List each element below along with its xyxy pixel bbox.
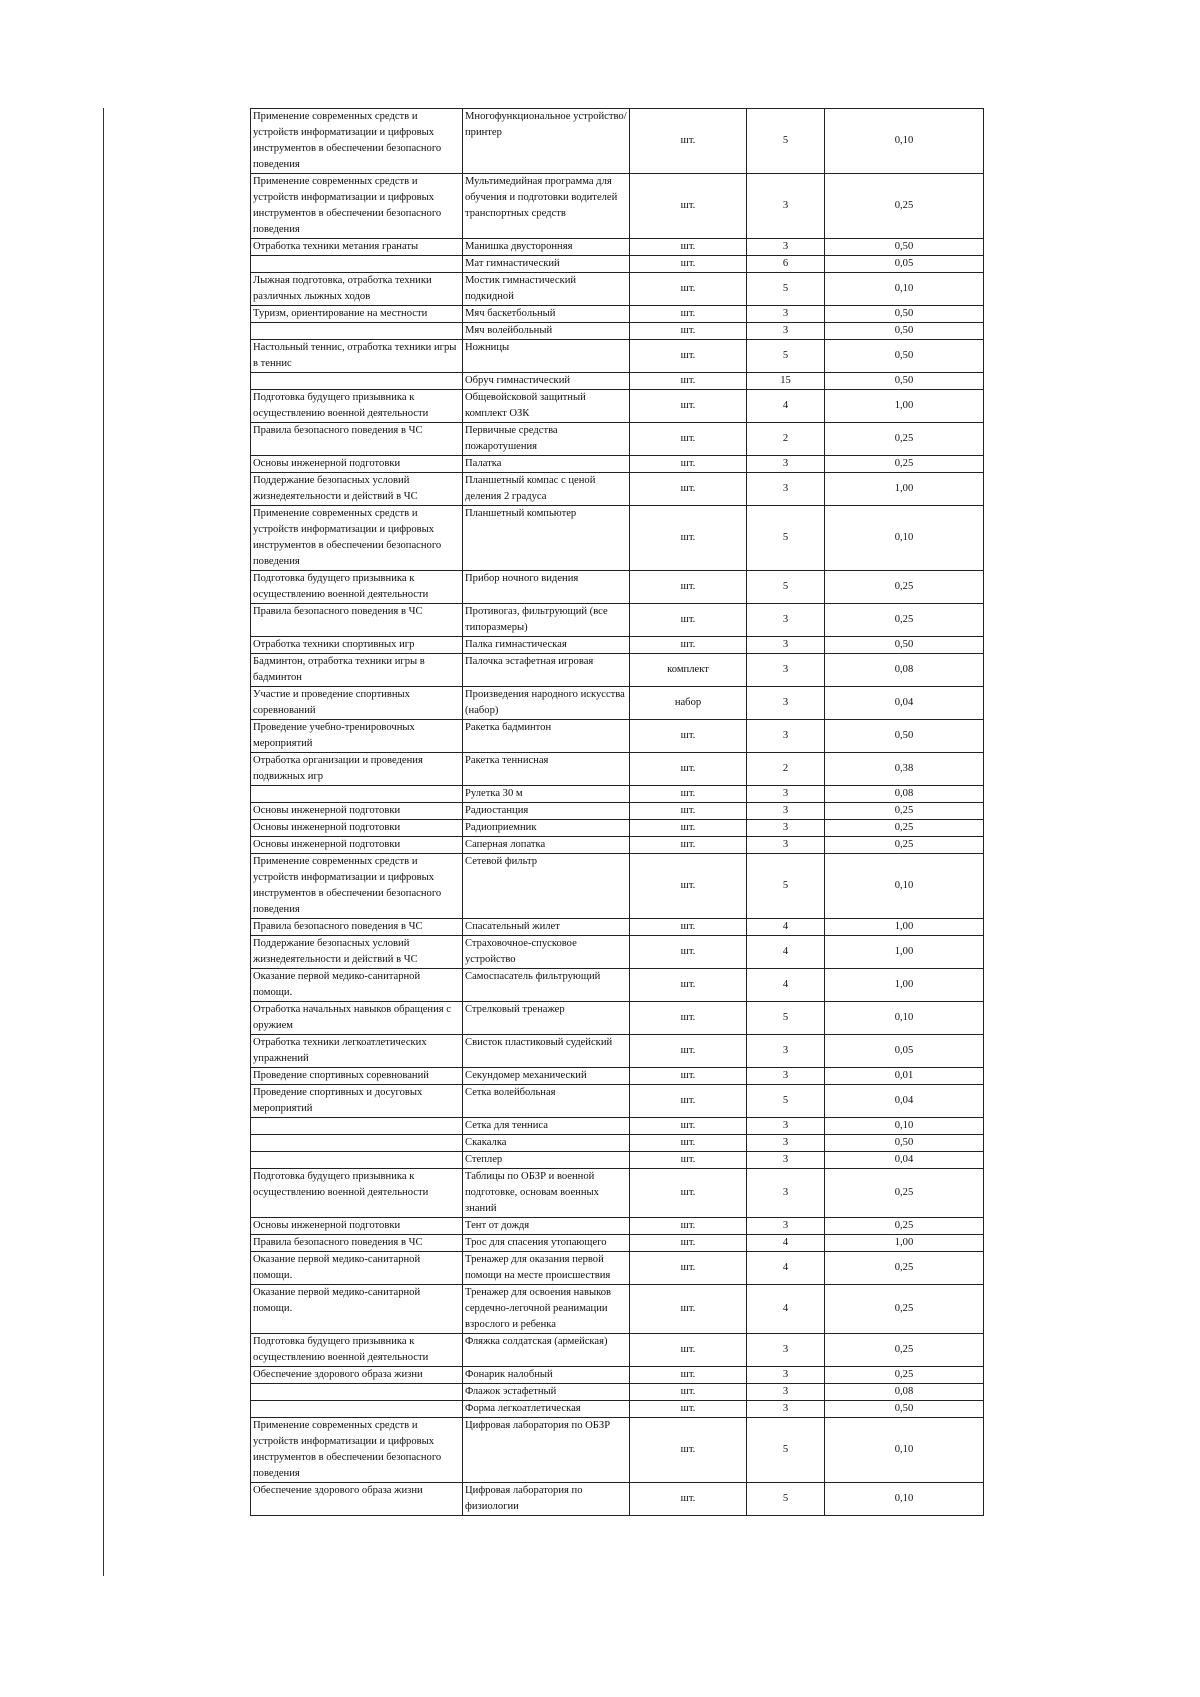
item-cell: Тренажер для оказания первой помощи на месте происшествия xyxy=(463,1252,630,1285)
table-row xyxy=(251,786,984,803)
coefficient-cell: 0,25 xyxy=(825,174,984,239)
quantity-cell: 3 xyxy=(747,239,825,256)
item-cell: Скакалка xyxy=(463,1135,630,1152)
item-cell: Первичные средства пожаротушения xyxy=(463,423,630,456)
quantity-cell: 4 xyxy=(747,936,825,969)
coefficient-cell: 1,00 xyxy=(825,969,984,1002)
unit-cell: шт. xyxy=(630,174,747,239)
coefficient-cell: 0,25 xyxy=(825,456,984,473)
topic-cell: Проведение спортивных соревнований xyxy=(251,1068,463,1085)
quantity-cell: 4 xyxy=(747,919,825,936)
unit-cell: шт. xyxy=(630,1152,747,1169)
coefficient-cell: 0,04 xyxy=(825,1152,984,1169)
table-row xyxy=(251,1483,984,1516)
item-cell: Обруч гимнастический xyxy=(463,373,630,390)
coefficient-cell: 1,00 xyxy=(825,1235,984,1252)
table-row xyxy=(251,1401,984,1418)
table-row xyxy=(251,174,984,239)
table-row xyxy=(251,1384,984,1401)
coefficient-cell: 0,05 xyxy=(825,256,984,273)
topic-cell: Отработка организации и проведения подвижных игр xyxy=(251,753,463,786)
coefficient-cell: 0,10 xyxy=(825,273,984,306)
coefficient-cell: 0,10 xyxy=(825,1118,984,1135)
table-row xyxy=(251,1235,984,1252)
unit-cell: шт. xyxy=(630,1252,747,1285)
table-row xyxy=(251,854,984,919)
item-cell: Тент от дождя xyxy=(463,1218,630,1235)
unit-cell: шт. xyxy=(630,239,747,256)
equipment-table-body xyxy=(251,109,984,1516)
unit-cell: шт. xyxy=(630,854,747,919)
table-row xyxy=(251,273,984,306)
unit-cell: шт. xyxy=(630,423,747,456)
item-cell: Противогаз, фильтрующий (все типоразмеры) xyxy=(463,604,630,637)
unit-cell: шт. xyxy=(630,1118,747,1135)
topic-cell: Основы инженерной подготовки xyxy=(251,1218,463,1235)
topic-cell: Правила безопасного поведения в ЧС xyxy=(251,604,463,637)
item-cell: Палатка xyxy=(463,456,630,473)
item-cell: Палка гимнастическая xyxy=(463,637,630,654)
unit-cell: шт. xyxy=(630,1135,747,1152)
unit-cell: шт. xyxy=(630,919,747,936)
unit-cell: шт. xyxy=(630,1169,747,1218)
table-row xyxy=(251,969,984,1002)
table-row xyxy=(251,1169,984,1218)
topic-cell: Применение современных средств и устройств информатизации и цифровых инструментов в обеспечении безопасного поведения xyxy=(251,109,463,174)
item-cell: Таблицы по ОБЗР и военной подготовке, основам военных знаний xyxy=(463,1169,630,1218)
unit-cell: шт. xyxy=(630,720,747,753)
topic-cell: Оказание первой медико-санитарной помощи. xyxy=(251,969,463,1002)
quantity-cell: 3 xyxy=(747,1334,825,1367)
topic-cell: Туризм, ориентирование на местности xyxy=(251,306,463,323)
coefficient-cell: 0,08 xyxy=(825,1384,984,1401)
table-row xyxy=(251,604,984,637)
unit-cell: шт. xyxy=(630,1218,747,1235)
quantity-cell: 3 xyxy=(747,1068,825,1085)
equipment-table xyxy=(250,108,984,1516)
coefficient-cell: 0,10 xyxy=(825,506,984,571)
topic-cell: Поддержание безопасных условий жизнедеятельности и действий в ЧС xyxy=(251,936,463,969)
unit-cell: шт. xyxy=(630,1085,747,1118)
topic-cell: Основы инженерной подготовки xyxy=(251,803,463,820)
quantity-cell: 3 xyxy=(747,1135,825,1152)
topic-cell xyxy=(251,1384,463,1401)
quantity-cell: 3 xyxy=(747,456,825,473)
coefficient-cell: 0,50 xyxy=(825,239,984,256)
quantity-cell: 3 xyxy=(747,1218,825,1235)
unit-cell: шт. xyxy=(630,1035,747,1068)
unit-cell: шт. xyxy=(630,803,747,820)
item-cell: Трос для спасения утопающего xyxy=(463,1235,630,1252)
quantity-cell: 5 xyxy=(747,1483,825,1516)
unit-cell: шт. xyxy=(630,306,747,323)
table-row xyxy=(251,306,984,323)
topic-cell xyxy=(251,323,463,340)
quantity-cell: 4 xyxy=(747,1285,825,1334)
coefficient-cell: 0,25 xyxy=(825,1285,984,1334)
quantity-cell: 4 xyxy=(747,1252,825,1285)
item-cell: Палочка эстафетная игровая xyxy=(463,654,630,687)
quantity-cell: 5 xyxy=(747,273,825,306)
unit-cell: шт. xyxy=(630,256,747,273)
quantity-cell: 3 xyxy=(747,1152,825,1169)
item-cell: Многофункциональное устройство/принтер xyxy=(463,109,630,174)
table-row xyxy=(251,1035,984,1068)
topic-cell: Проведение спортивных и досуговых мероприятий xyxy=(251,1085,463,1118)
unit-cell: шт. xyxy=(630,1068,747,1085)
quantity-cell: 3 xyxy=(747,1118,825,1135)
quantity-cell: 3 xyxy=(747,803,825,820)
topic-cell: Подготовка будущего призывника к осуществлению военной деятельности xyxy=(251,390,463,423)
quantity-cell: 3 xyxy=(747,837,825,854)
quantity-cell: 3 xyxy=(747,1367,825,1384)
item-cell: Мяч баскетбольный xyxy=(463,306,630,323)
table-row xyxy=(251,637,984,654)
item-cell: Мостик гимнастический подкидной xyxy=(463,273,630,306)
quantity-cell: 15 xyxy=(747,373,825,390)
coefficient-cell: 0,25 xyxy=(825,820,984,837)
quantity-cell: 4 xyxy=(747,390,825,423)
coefficient-cell: 0,25 xyxy=(825,1218,984,1235)
quantity-cell: 3 xyxy=(747,1384,825,1401)
table-row xyxy=(251,1002,984,1035)
coefficient-cell: 0,25 xyxy=(825,803,984,820)
topic-cell: Проведение учебно-тренировочных мероприятий xyxy=(251,720,463,753)
quantity-cell: 6 xyxy=(747,256,825,273)
topic-cell: Обеспечение здорового образа жизни xyxy=(251,1483,463,1516)
coefficient-cell: 0,08 xyxy=(825,654,984,687)
table-row xyxy=(251,1218,984,1235)
unit-cell: шт. xyxy=(630,109,747,174)
topic-cell xyxy=(251,1401,463,1418)
item-cell: Мат гимнастический xyxy=(463,256,630,273)
coefficient-cell: 0,50 xyxy=(825,323,984,340)
coefficient-cell: 0,10 xyxy=(825,109,984,174)
coefficient-cell: 0,25 xyxy=(825,604,984,637)
table-row xyxy=(251,1085,984,1118)
coefficient-cell: 0,25 xyxy=(825,1334,984,1367)
unit-cell: шт. xyxy=(630,390,747,423)
topic-cell: Применение современных средств и устройств информатизации и цифровых инструментов в обеспечении безопасного поведения xyxy=(251,854,463,919)
item-cell: Сетка для тенниса xyxy=(463,1118,630,1135)
quantity-cell: 5 xyxy=(747,1418,825,1483)
topic-cell: Настольный теннис, отработка техники игры в теннис xyxy=(251,340,463,373)
quantity-cell: 3 xyxy=(747,1169,825,1218)
unit-cell: комплект xyxy=(630,654,747,687)
topic-cell: Правила безопасного поведения в ЧС xyxy=(251,919,463,936)
unit-cell: шт. xyxy=(630,936,747,969)
item-cell: Степлер xyxy=(463,1152,630,1169)
topic-cell: Оказание первой медико-санитарной помощи. xyxy=(251,1285,463,1334)
coefficient-cell: 0,25 xyxy=(825,571,984,604)
unit-cell: шт. xyxy=(630,786,747,803)
quantity-cell: 3 xyxy=(747,473,825,506)
table-row xyxy=(251,506,984,571)
coefficient-cell: 0,25 xyxy=(825,423,984,456)
unit-cell: шт. xyxy=(630,1418,747,1483)
topic-cell: Обеспечение здорового образа жизни xyxy=(251,1367,463,1384)
coefficient-cell: 0,08 xyxy=(825,786,984,803)
topic-cell: Подготовка будущего призывника к осуществлению военной деятельности xyxy=(251,1334,463,1367)
unit-cell: шт. xyxy=(630,604,747,637)
item-cell: Стрелковый тренажер xyxy=(463,1002,630,1035)
item-cell: Спасательный жилет xyxy=(463,919,630,936)
item-cell: Ракетка бадминтон xyxy=(463,720,630,753)
coefficient-cell: 0,50 xyxy=(825,306,984,323)
quantity-cell: 5 xyxy=(747,340,825,373)
quantity-cell: 3 xyxy=(747,174,825,239)
item-cell: Ножницы xyxy=(463,340,630,373)
unit-cell: шт. xyxy=(630,1384,747,1401)
unit-cell: шт. xyxy=(630,571,747,604)
quantity-cell: 3 xyxy=(747,654,825,687)
table-row xyxy=(251,390,984,423)
topic-cell: Правила безопасного поведения в ЧС xyxy=(251,1235,463,1252)
quantity-cell: 3 xyxy=(747,820,825,837)
quantity-cell: 5 xyxy=(747,109,825,174)
unit-cell: шт. xyxy=(630,1401,747,1418)
quantity-cell: 3 xyxy=(747,786,825,803)
topic-cell: Отработка техники спортивных игр xyxy=(251,637,463,654)
quantity-cell: 3 xyxy=(747,637,825,654)
quantity-cell: 3 xyxy=(747,720,825,753)
coefficient-cell: 0,10 xyxy=(825,854,984,919)
table-row xyxy=(251,919,984,936)
coefficient-cell: 0,04 xyxy=(825,687,984,720)
coefficient-cell: 0,50 xyxy=(825,1135,984,1152)
quantity-cell: 3 xyxy=(747,306,825,323)
item-cell: Радиостанция xyxy=(463,803,630,820)
table-row xyxy=(251,473,984,506)
topic-cell xyxy=(251,1118,463,1135)
table-row xyxy=(251,340,984,373)
topic-cell: Применение современных средств и устройств информатизации и цифровых инструментов в обеспечении безопасного поведения xyxy=(251,174,463,239)
topic-cell: Лыжная подготовка, отработка техники различных лыжных ходов xyxy=(251,273,463,306)
item-cell: Секундомер механический xyxy=(463,1068,630,1085)
table-row xyxy=(251,456,984,473)
topic-cell xyxy=(251,786,463,803)
quantity-cell: 5 xyxy=(747,1002,825,1035)
item-cell: Страховочное-спусковое устройство xyxy=(463,936,630,969)
table-row xyxy=(251,239,984,256)
coefficient-cell: 0,50 xyxy=(825,637,984,654)
unit-cell: шт. xyxy=(630,373,747,390)
item-cell: Ракетка теннисная xyxy=(463,753,630,786)
unit-cell: шт. xyxy=(630,969,747,1002)
unit-cell: шт. xyxy=(630,1285,747,1334)
quantity-cell: 3 xyxy=(747,1401,825,1418)
item-cell: Цифровая лаборатория по физиологии xyxy=(463,1483,630,1516)
unit-cell: набор xyxy=(630,687,747,720)
quantity-cell: 3 xyxy=(747,687,825,720)
coefficient-cell: 0,10 xyxy=(825,1483,984,1516)
page-margin-line xyxy=(103,108,104,1576)
item-cell: Сетка волейбольная xyxy=(463,1085,630,1118)
unit-cell: шт. xyxy=(630,323,747,340)
table-row xyxy=(251,571,984,604)
quantity-cell: 3 xyxy=(747,1035,825,1068)
table-row xyxy=(251,837,984,854)
table-row xyxy=(251,1418,984,1483)
unit-cell: шт. xyxy=(630,340,747,373)
item-cell: Рулетка 30 м xyxy=(463,786,630,803)
topic-cell: Отработка начальных навыков обращения с оружием xyxy=(251,1002,463,1035)
table-row xyxy=(251,1068,984,1085)
unit-cell: шт. xyxy=(630,1334,747,1367)
table-row xyxy=(251,803,984,820)
table-row xyxy=(251,1285,984,1334)
quantity-cell: 4 xyxy=(747,1235,825,1252)
topic-cell: Отработка техники метания гранаты xyxy=(251,239,463,256)
coefficient-cell: 0,10 xyxy=(825,1418,984,1483)
coefficient-cell: 0,38 xyxy=(825,753,984,786)
topic-cell: Применение современных средств и устройств информатизации и цифровых инструментов в обеспечении безопасного поведения xyxy=(251,1418,463,1483)
item-cell: Фляжка солдатская (армейская) xyxy=(463,1334,630,1367)
table-row xyxy=(251,373,984,390)
coefficient-cell: 1,00 xyxy=(825,936,984,969)
quantity-cell: 2 xyxy=(747,423,825,456)
item-cell: Мультимедийная программа для обучения и подготовки водителей транспортных средств xyxy=(463,174,630,239)
coefficient-cell: 0,10 xyxy=(825,1002,984,1035)
quantity-cell: 5 xyxy=(747,506,825,571)
topic-cell: Основы инженерной подготовки xyxy=(251,820,463,837)
unit-cell: шт. xyxy=(630,753,747,786)
topic-cell xyxy=(251,1152,463,1169)
coefficient-cell: 0,25 xyxy=(825,1367,984,1384)
item-cell: Цифровая лаборатория по ОБЗР xyxy=(463,1418,630,1483)
item-cell: Сетевой фильтр xyxy=(463,854,630,919)
topic-cell xyxy=(251,373,463,390)
item-cell: Прибор ночного видения xyxy=(463,571,630,604)
topic-cell xyxy=(251,1135,463,1152)
topic-cell: Подготовка будущего призывника к осуществлению военной деятельности xyxy=(251,571,463,604)
table-row xyxy=(251,936,984,969)
table-row xyxy=(251,423,984,456)
table-row xyxy=(251,720,984,753)
coefficient-cell: 0,50 xyxy=(825,720,984,753)
table-row xyxy=(251,256,984,273)
topic-cell: Основы инженерной подготовки xyxy=(251,456,463,473)
item-cell: Самоспасатель фильтрующий xyxy=(463,969,630,1002)
quantity-cell: 3 xyxy=(747,323,825,340)
table-row xyxy=(251,1152,984,1169)
table-row xyxy=(251,323,984,340)
item-cell: Произведения народного искусства (набор) xyxy=(463,687,630,720)
item-cell: Флажок эстафетный xyxy=(463,1384,630,1401)
topic-cell: Применение современных средств и устройств информатизации и цифровых инструментов в обеспечении безопасного поведения xyxy=(251,506,463,571)
quantity-cell: 2 xyxy=(747,753,825,786)
coefficient-cell: 0,25 xyxy=(825,837,984,854)
item-cell: Планшетный компьютер xyxy=(463,506,630,571)
unit-cell: шт. xyxy=(630,456,747,473)
quantity-cell: 5 xyxy=(747,854,825,919)
unit-cell: шт. xyxy=(630,1002,747,1035)
coefficient-cell: 0,50 xyxy=(825,373,984,390)
topic-cell xyxy=(251,256,463,273)
coefficient-cell: 0,25 xyxy=(825,1252,984,1285)
table-row xyxy=(251,109,984,174)
topic-cell: Основы инженерной подготовки xyxy=(251,837,463,854)
unit-cell: шт. xyxy=(630,506,747,571)
coefficient-cell: 1,00 xyxy=(825,919,984,936)
unit-cell: шт. xyxy=(630,273,747,306)
item-cell: Радиоприемник xyxy=(463,820,630,837)
table-row xyxy=(251,1367,984,1384)
coefficient-cell: 0,50 xyxy=(825,1401,984,1418)
unit-cell: шт. xyxy=(630,837,747,854)
item-cell: Мяч волейбольный xyxy=(463,323,630,340)
unit-cell: шт. xyxy=(630,1235,747,1252)
table-row xyxy=(251,687,984,720)
table-row xyxy=(251,820,984,837)
topic-cell: Отработка техники легкоатлетических упражнений xyxy=(251,1035,463,1068)
item-cell: Общевойсковой защитный комплект ОЗК xyxy=(463,390,630,423)
item-cell: Планшетный компас с ценой деления 2 градуса xyxy=(463,473,630,506)
coefficient-cell: 0,25 xyxy=(825,1169,984,1218)
unit-cell: шт. xyxy=(630,473,747,506)
coefficient-cell: 0,05 xyxy=(825,1035,984,1068)
unit-cell: шт. xyxy=(630,1367,747,1384)
coefficient-cell: 1,00 xyxy=(825,473,984,506)
table-row xyxy=(251,1334,984,1367)
coefficient-cell: 0,04 xyxy=(825,1085,984,1118)
table-row xyxy=(251,1135,984,1152)
quantity-cell: 3 xyxy=(747,604,825,637)
unit-cell: шт. xyxy=(630,637,747,654)
table-row xyxy=(251,753,984,786)
item-cell: Фонарик налобный xyxy=(463,1367,630,1384)
topic-cell: Бадминтон, отработка техники игры в бадминтон xyxy=(251,654,463,687)
item-cell: Тренажер для освоения навыков сердечно-легочной реанимации взрослого и ребенка xyxy=(463,1285,630,1334)
item-cell: Форма легкоатлетическая xyxy=(463,1401,630,1418)
topic-cell: Подготовка будущего призывника к осуществлению военной деятельности xyxy=(251,1169,463,1218)
item-cell: Манишка двусторонняя xyxy=(463,239,630,256)
topic-cell: Поддержание безопасных условий жизнедеятельности и действий в ЧС xyxy=(251,473,463,506)
topic-cell: Оказание первой медико-санитарной помощи. xyxy=(251,1252,463,1285)
quantity-cell: 5 xyxy=(747,571,825,604)
item-cell: Свисток пластиковый судейский xyxy=(463,1035,630,1068)
unit-cell: шт. xyxy=(630,1483,747,1516)
topic-cell: Участие и проведение спортивных соревнований xyxy=(251,687,463,720)
unit-cell: шт. xyxy=(630,820,747,837)
coefficient-cell: 0,50 xyxy=(825,340,984,373)
item-cell: Саперная лопатка xyxy=(463,837,630,854)
quantity-cell: 4 xyxy=(747,969,825,1002)
coefficient-cell: 1,00 xyxy=(825,390,984,423)
table-row xyxy=(251,654,984,687)
coefficient-cell: 0,01 xyxy=(825,1068,984,1085)
quantity-cell: 5 xyxy=(747,1085,825,1118)
topic-cell: Правила безопасного поведения в ЧС xyxy=(251,423,463,456)
table-row xyxy=(251,1252,984,1285)
table-row xyxy=(251,1118,984,1135)
